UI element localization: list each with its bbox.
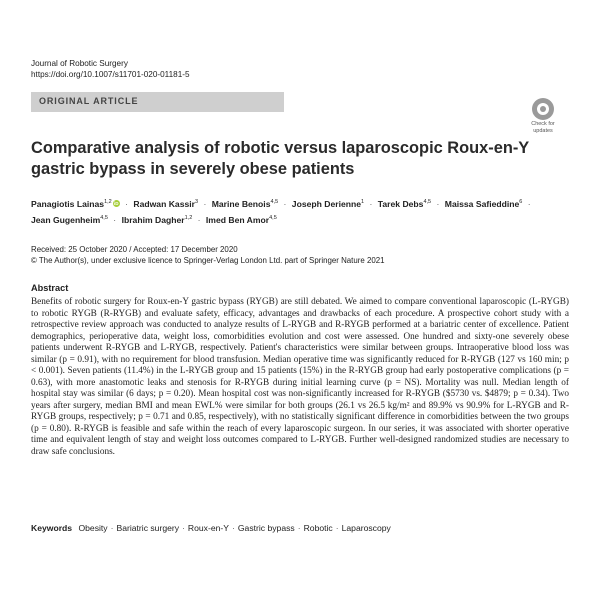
- keywords-label: Keywords: [31, 523, 73, 533]
- keyword: Bariatric surgery: [116, 523, 180, 533]
- author-name[interactable]: Panagiotis Lainas$^{1,2}$ iD: [31, 199, 119, 209]
- abstract-text: Benefits of robotic surgery for Roux-en-Y gastric bypass (RYGB) are still debated. We aimed to compare conventional laparoscopic (L-RYGB) to robotic RYGB (R-RYGB) and evaluate safety, efficacy, advantages and drawbacks of each procedure. A prospective cohort study with a retrospective review approach was conducted to analyze results of L-RYGB and R-RYGB performed at a bariatric center of excellence. Patient demographics, perioperative data, weight loss, comorbidities evolution and cost were assessed. One hundred and sixty-one severely obese patients underwent R-RYGB and L-RYGB, respectively. Patient's characteristics were similar between groups. Intraoperative blood loss was similar (p = 0.91), with no requirement for blood transfusion. Median operative time was significantly reduced for R-RYGB (127 vs 160 min; p < 0.001). Seven patients (11.4%) in the L-RYGB group and 15 patients (15%) in the R-RYGB group had early postoperative complications (p = 0.63), with more anastomotic leaks and stenosis for R-RYGB during initial learning curve (p = NS). Mortality was null. Median length of hospital stay was similar (6 days; p = 0.20). Mean hospital cost was non-significantly increased for R-RYGB ($5730 vs. $4879; p = 0.34). Two years after surgery, median BMI and mean EWL% were similar for both groups (26.1 vs 26.5 kg/m² and 89.9% vs 90.9% for L-RYGB and R-RYGB groups, respectively; p = 0.71 and 0.85, respectively), with no statistically significant difference in comorbidities between the two groups (p = 0.80). R-RYGB is feasible and safe within the reach of every laparoscopic surgeon. In our series, it was associated with shorter operative time and equivalent length of stay and weight loss outcomes compared to L-RYGB. Further well-designed randomized studies are necessary to draw safe conclusions.: [31, 297, 569, 457]
- keyword: Laparoscopy: [341, 523, 391, 533]
- check-for-updates-label: Check for updates: [531, 121, 555, 134]
- author-affiliation: 6: [519, 199, 523, 205]
- author-affiliation: 1: [361, 199, 365, 205]
- author-affiliation: 4,5: [269, 215, 277, 221]
- author-name[interactable]: Marine Benois$^{4,5}$: [211, 199, 279, 209]
- author-affiliation: 4,5: [270, 199, 279, 205]
- article-type-label: ORIGINAL ARTICLE: [39, 96, 139, 106]
- author-name[interactable]: Joseph Derienne$^1$: [291, 199, 365, 209]
- author-separator: ·: [436, 199, 440, 209]
- author-name[interactable]: Jean Gugenheim$^{4,5}$: [31, 215, 108, 225]
- article-type-banner: [31, 92, 284, 112]
- author-separator: ·: [197, 215, 201, 225]
- author-affiliation: 3: [195, 199, 199, 205]
- check-for-updates-icon: [532, 98, 554, 120]
- author-affiliation: 4,5: [423, 199, 432, 205]
- keyword: Obesity: [78, 523, 108, 533]
- check-for-updates-button[interactable]: [526, 98, 560, 134]
- abstract-heading: Abstract: [31, 283, 69, 293]
- copyright-notice: © The Author(s), under exclusive licence to Springer-Verlag London Ltd. part of Springer Nature 2021: [31, 256, 385, 265]
- author-separator: ·: [125, 199, 128, 209]
- orcid-icon[interactable]: iD: [113, 201, 119, 206]
- author-affiliation: 4,5: [100, 215, 108, 221]
- keywords-line: [31, 523, 391, 533]
- article-title: Comparative analysis of robotic versus laparoscopic Roux-en-Y gastric bypass in severely obese patients: [31, 139, 529, 178]
- keyword-separator: ·: [335, 523, 339, 533]
- author-name[interactable]: Maissa Safieddine$^6$: [444, 199, 523, 209]
- author-list: [31, 195, 571, 227]
- publication-dates: [31, 244, 385, 266]
- keyword-separator: ·: [297, 523, 301, 533]
- author-name[interactable]: Tarek Debs$^{4,5}$: [377, 199, 432, 209]
- author-name[interactable]: Imed Ben Amor$^{4,5}$: [205, 215, 277, 225]
- author-separator: ·: [527, 199, 531, 209]
- doi-link[interactable]: https://doi.org/10.1007/s11701-020-01181-5: [31, 70, 190, 79]
- received-accepted-dates: Received: 25 October 2020 / Accepted: 17 December 2020: [31, 245, 238, 254]
- author-name[interactable]: Ibrahim Dagher$^{1,2}$: [121, 215, 193, 225]
- keyword: Roux-en-Y: [187, 523, 229, 533]
- author-separator: ·: [369, 199, 373, 209]
- keyword-separator: ·: [110, 523, 114, 533]
- author-name[interactable]: Radwan Kassir$^3$: [133, 199, 199, 209]
- keyword-separator: ·: [232, 523, 235, 533]
- journal-name: Journal of Robotic Surgery: [31, 59, 128, 68]
- author-separator: ·: [283, 199, 287, 209]
- author-separator: ·: [203, 199, 207, 209]
- keyword: Gastric bypass: [237, 523, 295, 533]
- author-affiliation: 1,2: [104, 199, 112, 205]
- journal-header: [31, 58, 190, 80]
- keyword: Robotic: [303, 523, 333, 533]
- author-affiliation: 1,2: [184, 215, 193, 221]
- author-separator: ·: [113, 215, 117, 225]
- keyword-separator: ·: [182, 523, 185, 533]
